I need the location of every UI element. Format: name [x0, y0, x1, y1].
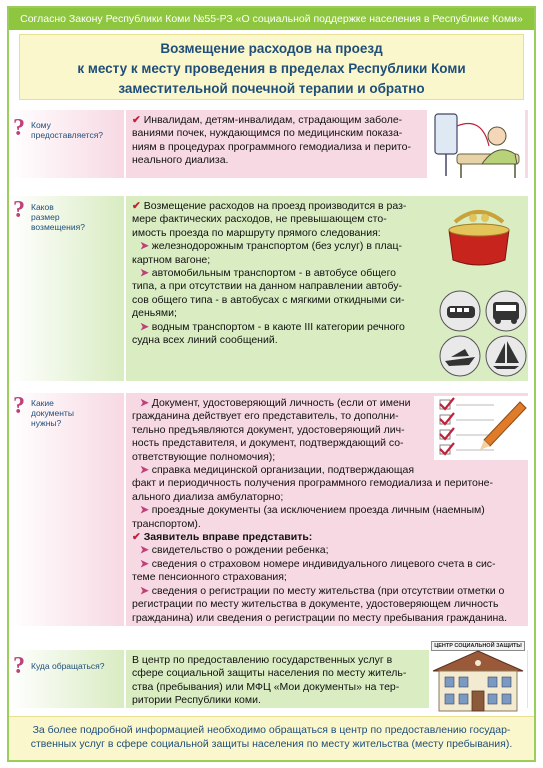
dialysis-illustration: [427, 106, 525, 184]
question-mark-icon: ?: [13, 197, 25, 223]
leaflet-page: [7, 6, 536, 762]
text-line: ность представителя, и документ, подтверждающий со-: [132, 437, 404, 450]
question-amount: [13, 198, 85, 232]
law-header: Согласно Закону Республики Коми №55-РЗ «О социальной поддержке населения в Республике Коми»: [9, 8, 534, 30]
text-line: Возмещение расходов на проезд производится в раз-: [143, 200, 407, 212]
question-text: возмещения?: [31, 222, 85, 232]
text-line: гражданина) или сведения о регистрации по месту пребывания гражданина.: [132, 611, 508, 624]
text-line: Документ, удостоверяющий личность (если от имени: [151, 397, 411, 409]
question-text: Каков: [31, 202, 54, 212]
text-line: мере фактических расходов, не превышающем сто-: [132, 213, 387, 226]
arrow-bullet-icon: ➤: [140, 504, 149, 517]
text-line: водным транспортом - в каюте III категории речного: [151, 320, 405, 333]
question-mark-icon: ?: [13, 115, 25, 141]
checkmark-icon: ✔: [132, 114, 141, 126]
footer-note: [9, 716, 534, 760]
text-line: транспортом).: [132, 517, 201, 530]
arrow-bullet-icon: ➤: [140, 320, 149, 333]
text-line: В центр по предоставлению государственных услуг в: [132, 654, 393, 666]
page-title: [19, 34, 524, 100]
text-line: факт и периодичность получения программного гемодиализа и перитоне-: [132, 477, 493, 490]
text-line: тельно предъявляются документ, удостоверяющий лич-: [132, 423, 405, 436]
text-line: теме пенсионного страхования;: [132, 571, 287, 584]
arrow-bullet-icon: ➤: [140, 397, 149, 409]
arrow-bullet-icon: ➤: [140, 544, 149, 557]
question-text: Куда обращаться?: [31, 661, 105, 671]
checkmark-icon: ✔: [132, 200, 141, 212]
arrow-bullet-icon: ➤: [140, 584, 149, 597]
text-line: Инвалидам, детям-инвалидам, страдающим заболе-: [143, 114, 403, 126]
question-text: размер: [31, 212, 60, 222]
text-line: сфере социальной защиты населения по месту житель-: [132, 667, 407, 680]
checkmark-icon: ✔: [132, 531, 141, 544]
question-who: [13, 116, 103, 140]
arrow-bullet-icon: ➤: [140, 557, 149, 570]
checklist-icon: [434, 396, 528, 460]
question-mark-icon: ?: [13, 653, 25, 679]
text-line: автомобильным транспортом - в автобусе общего: [151, 267, 397, 280]
bus-icon: [485, 290, 527, 332]
text-line: проездные документы (за исключением проезда личным (наемным): [151, 504, 485, 517]
transport-icons: [439, 290, 529, 378]
question-mark-icon: ?: [13, 393, 25, 419]
title-line: к месту к месту проведения в пределах Республики Коми: [77, 61, 466, 76]
ship-icon: [439, 335, 481, 377]
title-line: Возмещение расходов на проезд: [160, 41, 383, 56]
text-line: ваниями почек, нуждающимся по медицинским показа-: [132, 127, 403, 140]
text-line: ритории Республики коми.: [132, 694, 261, 707]
text-line: ства (пребывания) или МФЦ «Мои документы» на тер-: [132, 680, 400, 693]
text-line: неального диализа.: [132, 154, 229, 167]
text-line: свидетельство о рождении ребенка;: [151, 544, 329, 557]
text-line: типа, а при отсутствии на данном направлении автобу-: [132, 280, 402, 293]
title-line: заместительной почечной терапии и обратно: [118, 81, 425, 96]
text-line: Заявитель вправе представить:: [143, 531, 313, 544]
text-line: имость проезда по маршруту прямого следования:: [132, 226, 381, 239]
building-sign: ЦЕНТР СОЦИАЛЬНОЙ ЗАЩИТЫ: [431, 641, 525, 651]
text-line: регистрации по месту жительства в документе, удостоверяющем личность: [132, 598, 499, 611]
social-center-building: [429, 639, 527, 713]
text-line: сов общего типа - в автобусах с мягкими откидными си-: [132, 293, 405, 306]
question-text: Кому: [31, 120, 51, 130]
purse-icon: [441, 200, 517, 270]
arrow-bullet-icon: ➤: [140, 267, 149, 280]
building-icon: [429, 649, 527, 713]
question-text: нужны?: [31, 418, 62, 428]
text-line: железнодорожным транспортом (без услуг) в плац-: [151, 240, 402, 253]
text-line: гражданина действует его представитель, то дополни-: [132, 410, 399, 423]
text-line: ответствующие полномочия);: [132, 450, 276, 463]
question-documents: [13, 394, 74, 428]
text-line: сведения о страховом номере индивидуального лицевого счета в сис-: [151, 557, 496, 570]
sailboat-icon: [485, 335, 527, 377]
text-line: картном вагоне;: [132, 253, 211, 266]
question-where: [13, 654, 104, 678]
footer-line: За более подробной информацией необходимо обращаться в центр по предоставлению государ-: [32, 724, 511, 736]
arrow-bullet-icon: ➤: [140, 240, 149, 253]
question-text: Какие: [31, 398, 54, 408]
arrow-bullet-icon: ➤: [140, 464, 149, 477]
footer-line: ственных услуг в сфере социальной защиты населения по месту жительства (месту пребывания).: [30, 738, 513, 750]
text-line: деньями;: [132, 307, 177, 320]
text-line: справка медицинской организации, подтверждающая: [151, 464, 415, 477]
question-text: предоставляется?: [31, 130, 104, 140]
text-line: судна всех линий сообщений.: [132, 334, 278, 347]
train-icon: [439, 290, 481, 332]
text-line: ниям в процедурах программного гемодиализа и перито-: [132, 140, 411, 153]
question-text: документы: [31, 408, 74, 418]
text-line: ального диализа амбулаторно;: [132, 490, 284, 503]
text-line: сведения о регистрации по месту жительства (при отсутствии отметки о: [151, 584, 505, 597]
